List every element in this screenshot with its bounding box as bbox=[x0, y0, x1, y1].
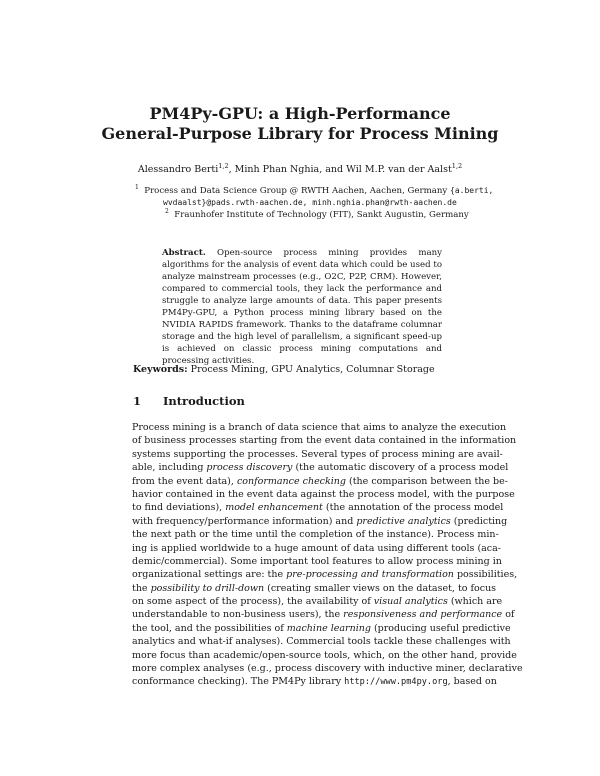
paper-title bbox=[0, 104, 600, 144]
author-separator: , and bbox=[319, 164, 347, 175]
body-text: of business processes starting from the event data contained in the information bbox=[132, 435, 517, 447]
body-line bbox=[132, 421, 507, 434]
abstract-text: Open-source process mining provides many algorithms for the analysis of event data which could be used to analyze mainstream processes (e.g., O2C, P2P, CRM). However, compared to commercial tools, they lack the performance and struggle to analyze large amounts of data. This paper presents PM4Py-GPU, a Python process mining library based on the NVIDIA RAPIDS framework. Thanks to the dataframe columnar storage and the high level of parallelism, a significant speed-up is achieved on classic process mining computations and processing activities. bbox=[162, 248, 443, 366]
body-line bbox=[132, 608, 515, 621]
affiliation-2-number: 2 bbox=[165, 208, 169, 215]
body-line bbox=[132, 461, 509, 474]
author-aalst-affil: 1,2 bbox=[451, 162, 463, 170]
body-text: (the automatic discovery of a process model bbox=[292, 462, 509, 474]
body-line bbox=[132, 649, 517, 662]
body-line bbox=[132, 501, 504, 514]
emphasis-process-discovery: process discovery bbox=[206, 462, 293, 474]
body-text: understandable to non-business users), the bbox=[132, 609, 344, 621]
body-line bbox=[132, 635, 511, 648]
body-text: from the event data), bbox=[132, 475, 237, 487]
affiliation-1-number: 1 bbox=[135, 184, 139, 191]
body-text: demic/commercial). Some important tool features to allow process mining in bbox=[132, 555, 502, 567]
body-line bbox=[132, 622, 511, 635]
body-line bbox=[132, 448, 503, 461]
emphasis-visual-analytics: visual analytics bbox=[373, 596, 448, 608]
author-phan-nghia: Minh Phan Nghia bbox=[234, 164, 320, 175]
emphasis-conformance-checking: conformance checking bbox=[236, 475, 347, 487]
author-van-der-aalst: Wil M.P. van der Aalst bbox=[346, 164, 452, 175]
body-text: ing is applied worldwide to a huge amount of data using different tools (aca- bbox=[132, 542, 502, 554]
body-line bbox=[132, 662, 523, 675]
affiliation-1-emails: {a.berti, bbox=[450, 186, 494, 195]
body-text: Process mining is a branch of data science that aims to analyze the execution bbox=[132, 422, 507, 433]
affiliation-1-line-1 bbox=[135, 185, 493, 197]
body-text: (creating smaller views on the dataset, to focus bbox=[264, 582, 497, 594]
introduction-body bbox=[132, 421, 523, 689]
body-line bbox=[132, 555, 502, 568]
body-text: conformance checking). The PM4Py library bbox=[132, 676, 345, 688]
body-line bbox=[132, 675, 497, 688]
abstract-label: Abstract. bbox=[162, 248, 206, 258]
body-text: with frequency/performance information) and bbox=[132, 515, 357, 527]
body-text: more complex analyses (e.g., process discovery with inductive miner, declarative bbox=[132, 663, 523, 675]
author-list bbox=[0, 164, 600, 176]
section-heading bbox=[133, 394, 245, 408]
emphasis-predictive-analytics: predictive analytics bbox=[356, 515, 451, 527]
body-line bbox=[132, 488, 515, 501]
author-berti: Alessandro Berti bbox=[137, 164, 219, 175]
body-text: (predicting bbox=[450, 515, 508, 527]
emphasis-machine-learning: machine learning bbox=[286, 622, 371, 634]
body-text: on some aspect of the process), the availability of bbox=[132, 596, 374, 608]
body-line bbox=[132, 582, 497, 595]
body-line bbox=[132, 568, 518, 581]
body-text: (which are bbox=[447, 596, 503, 608]
body-text: havior contained in the event data against the process model, with the purpose bbox=[132, 488, 515, 500]
keywords-text: Process Mining, GPU Analytics, Columnar Storage bbox=[190, 364, 435, 375]
affiliation-2-text: Fraunhofer Institute of Technology (FIT), Sankt Augustin, Germany bbox=[174, 210, 469, 220]
body-text: analytics and what-if analyses). Commercial tools tackle these challenges with bbox=[132, 636, 511, 648]
body-text: organizational settings are: the bbox=[132, 569, 287, 581]
body-line bbox=[132, 528, 499, 541]
title-line-2: General-Purpose Library for Process Mining bbox=[101, 124, 499, 143]
body-text: systems supporting the processes. Several types of process mining are avail- bbox=[132, 448, 503, 460]
body-text: the tool, and the possibilities of bbox=[132, 622, 287, 634]
author-separator: , bbox=[228, 164, 235, 175]
section-number: 1 bbox=[133, 394, 142, 408]
keywords bbox=[133, 364, 473, 376]
body-text: of bbox=[502, 609, 515, 621]
body-line bbox=[132, 475, 508, 488]
emphasis-drill-down: possibility to drill-down bbox=[150, 582, 265, 594]
affiliation-1-text: Process and Data Science Group @ RWTH Aachen, Aachen, Germany bbox=[144, 186, 451, 196]
title-line-1: PM4Py-GPU: a High-Performance bbox=[149, 104, 451, 123]
pm4py-url-link[interactable]: http://www.pm4py.org bbox=[344, 677, 448, 688]
body-text: more focus than academic/open-source tools, which, on the other hand, provide bbox=[132, 649, 517, 661]
abstract bbox=[162, 247, 442, 367]
affiliation-2 bbox=[165, 209, 469, 221]
emphasis-responsiveness: responsiveness and performance bbox=[343, 609, 503, 621]
body-text: able, including bbox=[132, 462, 207, 474]
body-text: possibilities, bbox=[453, 569, 518, 581]
affiliation-1-line-2 bbox=[163, 197, 457, 209]
body-text: , based on bbox=[447, 676, 497, 688]
body-line bbox=[132, 595, 503, 608]
body-text: to find deviations), bbox=[132, 502, 226, 514]
body-text: the bbox=[132, 582, 151, 594]
emphasis-model-enhancement: model enhancement bbox=[225, 502, 323, 514]
author-berti-affil: 1,2 bbox=[218, 162, 229, 170]
body-text: (producing useful predictive bbox=[370, 622, 511, 634]
body-text: (the comparison between the be- bbox=[346, 475, 508, 487]
body-text: the next path or the time until the completion of the instance). Process min- bbox=[132, 529, 499, 541]
emphasis-preprocessing: pre-processing and transformation bbox=[286, 569, 454, 581]
section-title: Introduction bbox=[163, 394, 245, 408]
body-line bbox=[132, 542, 502, 555]
affiliation-1-emails-cont: wvdaalst}@pads.rwth-aachen.de, minh.nghia.phan@rwth-aachen.de bbox=[163, 198, 457, 207]
body-text: (the annotation of the process model bbox=[322, 502, 504, 514]
body-line bbox=[132, 515, 508, 528]
body-line bbox=[132, 434, 517, 447]
keywords-label: Keywords: bbox=[133, 364, 188, 375]
